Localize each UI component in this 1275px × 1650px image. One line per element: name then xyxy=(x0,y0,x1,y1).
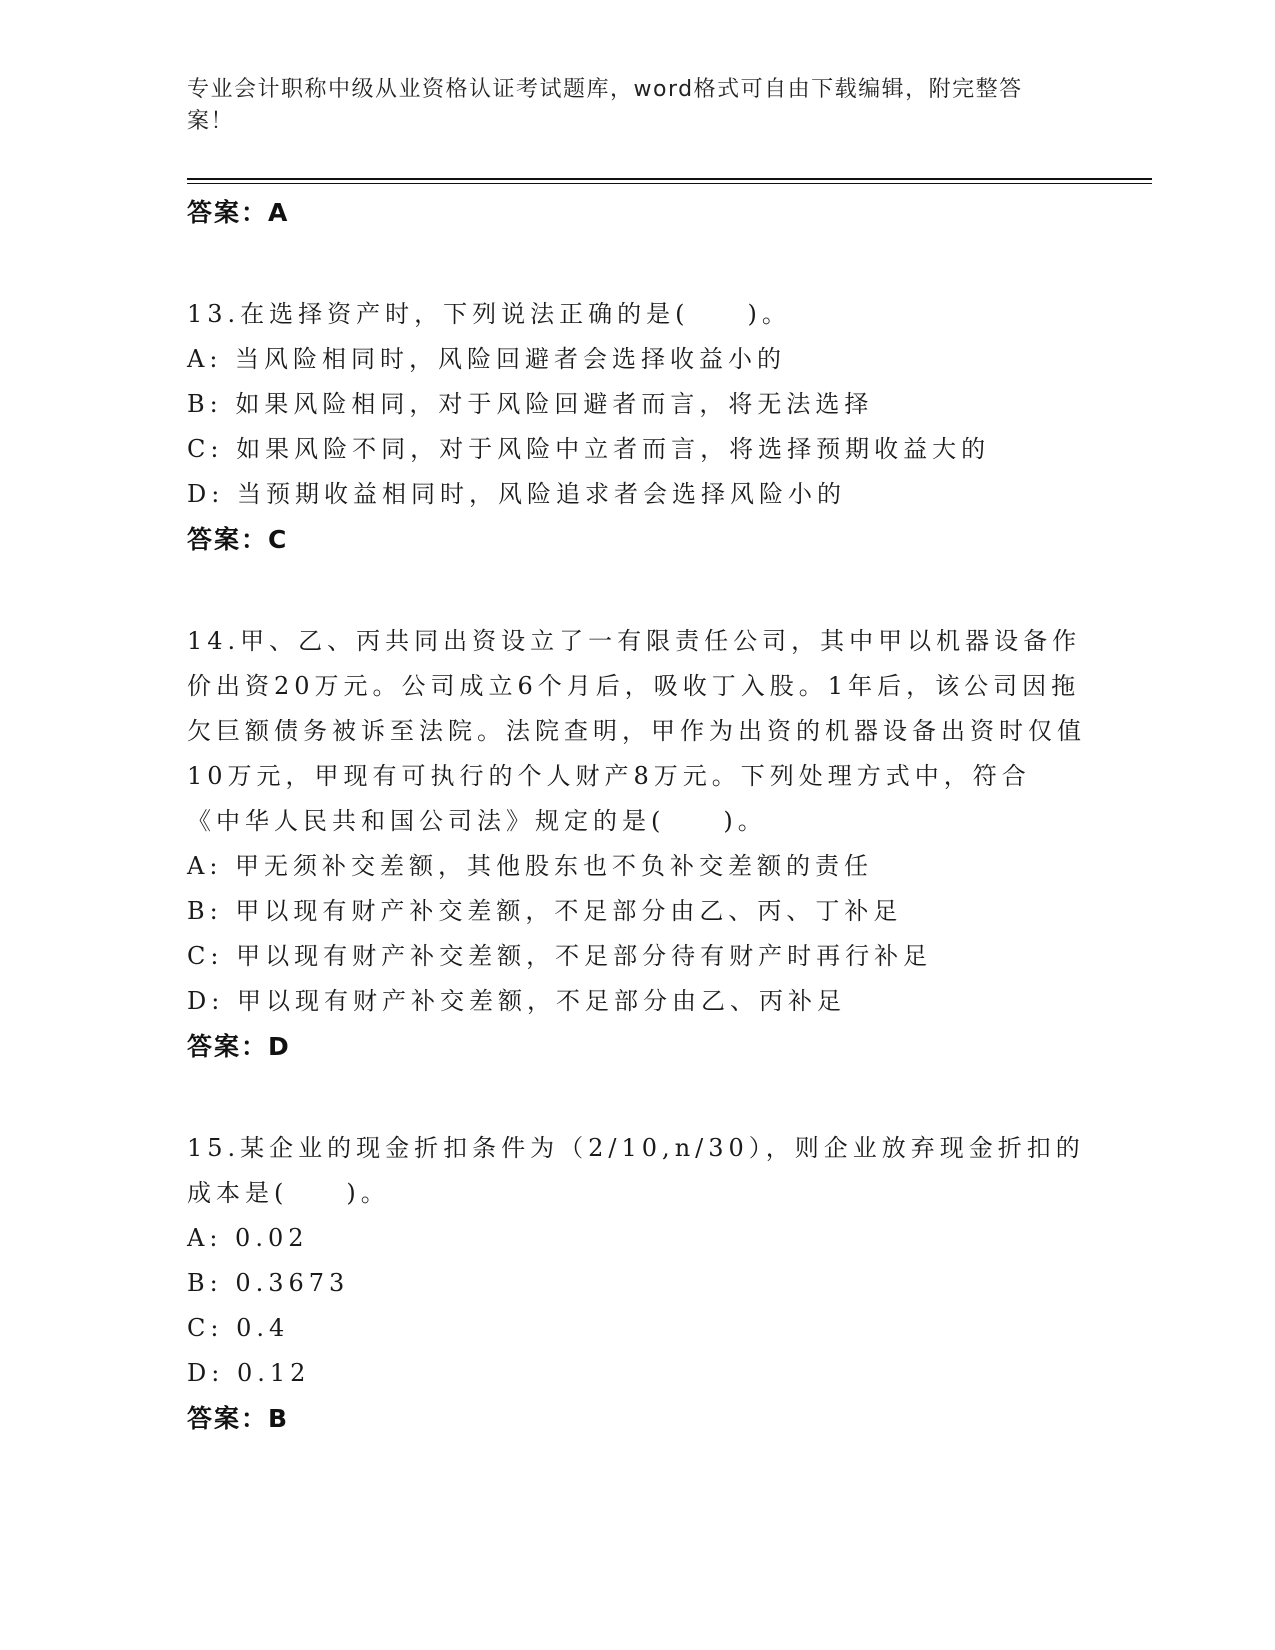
option-c: C: 甲以现有财产补交差额，不足部分待有财产时再行补足 xyxy=(187,942,933,970)
option-b: B: 如果风险相同，对于风险回避者而言，将无法选择 xyxy=(187,390,874,418)
answer-line: 答案：C xyxy=(187,525,289,554)
option-b: B: 0.3673 xyxy=(187,1269,350,1297)
header-divider-thin xyxy=(187,183,1152,184)
question-stem: 15.某企业的现金折扣条件为（2/10,n/30），则企业放弃现金折扣的成本是( )。 xyxy=(187,1134,1085,1207)
question-stem: 14.甲、乙、丙共同出资设立了一有限责任公司，其中甲以机器设备作价出资20万元。公司成立6个月后，吸收丁入股。1年后，该公司因拖欠巨额债务被诉至法院。法院查明，甲作为出资的机器设备出资时仅值10万元，甲现有可执行的个人财产8万元。下列处理方式中，符合《中华人民共和国公司法》规定的是( )。 xyxy=(187,627,1086,835)
option-d: D: 0.12 xyxy=(187,1359,311,1387)
question-block xyxy=(187,292,1087,563)
option-d: D: 甲以现有财产补交差额，不足部分由乙、丙补足 xyxy=(187,987,846,1015)
header-divider-thick xyxy=(187,178,1152,180)
option-a: A: 当风险相同时，风险回避者会选择收益小的 xyxy=(187,345,787,373)
answer-line: 答案：A xyxy=(187,198,290,227)
question-stem: 13.在选择资产时，下列说法正确的是( )。 xyxy=(187,300,791,328)
option-b: B: 甲以现有财产补交差额，不足部分由乙、丙、丁补足 xyxy=(187,897,903,925)
option-c: C: 如果风险不同，对于风险中立者而言，将选择预期收益大的 xyxy=(187,435,991,463)
option-a: A: 甲无须补交差额，其他股东也不负补交差额的责任 xyxy=(187,852,874,880)
option-d: D: 当预期收益相同时，风险追求者会选择风险小的 xyxy=(187,480,846,508)
answer-line: 答案：D xyxy=(187,1032,291,1061)
question-list xyxy=(187,190,1087,1442)
document-header: 专业会计职称中级从业资格认证考试题库，word格式可自由下载编辑，附完整答案！ xyxy=(187,77,1023,134)
answer-line: 答案：B xyxy=(187,1404,290,1433)
option-a: A: 0.02 xyxy=(187,1224,309,1252)
option-c: C: 0.4 xyxy=(187,1314,290,1342)
question-block xyxy=(187,1126,1087,1442)
question-block xyxy=(187,619,1087,1070)
